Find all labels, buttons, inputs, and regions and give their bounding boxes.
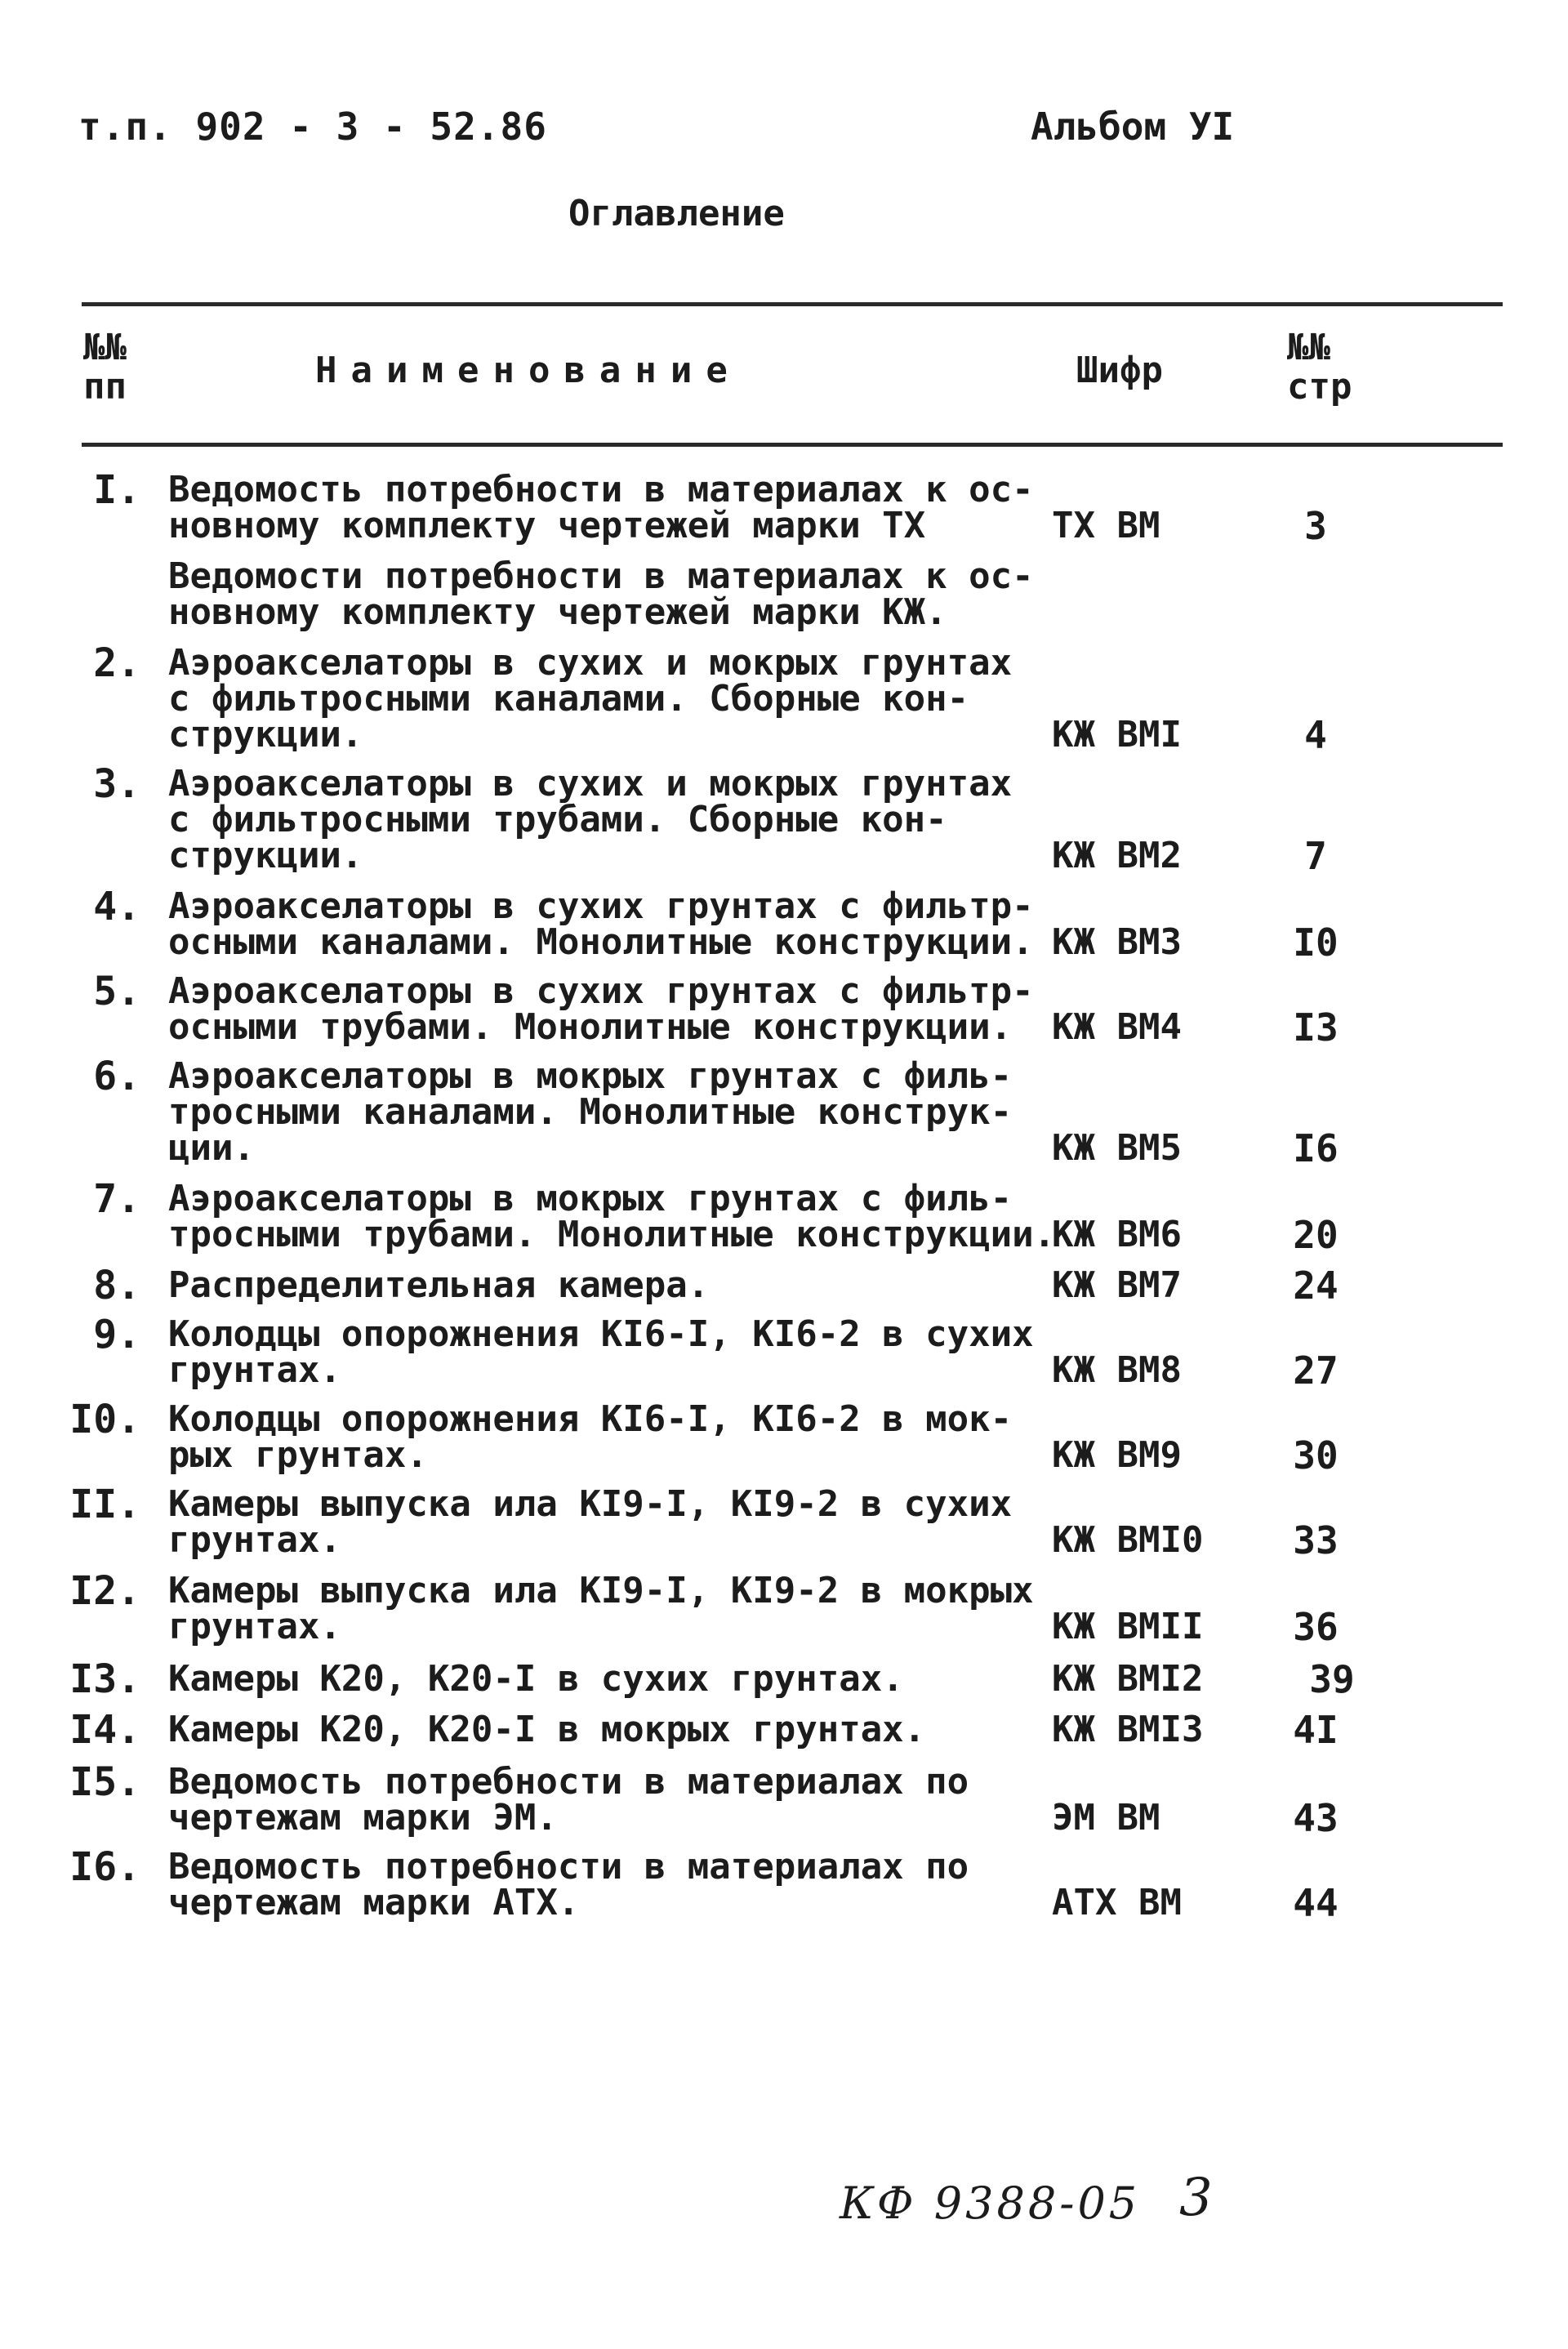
row-name: Ведомость потребности в материалах по чертежам марки АТХ. [168, 1846, 969, 1923]
row-name: Аэроакселаторы в сухих грунтах с фильтр- осными трубами. Монолитные конструкции. [168, 970, 1034, 1048]
row-code: КЖ ВМI [1052, 714, 1182, 756]
row-name: Колодцы опорожнения КI6-I, КI6-2 в мок- рых грунтах. [168, 1398, 1013, 1476]
row-name: Аэроакселаторы в мокрых грунтах с филь- тросными каналами. Монолитные конструк- ции. [168, 1055, 1013, 1169]
row-page: 4 [1304, 713, 1327, 757]
row-page: 3 [1304, 504, 1327, 548]
row-name: Аэроакселаторы в сухих и мокрых грунтах с фильтросными трубами. Сборные кон- струкции. [168, 763, 1013, 876]
row-number: 5. [93, 969, 140, 1014]
row-name: Аэроакселаторы в сухих и мокрых грунтах с фильтросными каналами. Сборные кон- струкции. [168, 642, 1013, 756]
row-code: ЭМ ВМ [1052, 1797, 1160, 1839]
row-code: КЖ ВМ6 [1052, 1214, 1182, 1255]
row-code: ТХ ВМ [1052, 505, 1160, 546]
footer-page-number: 3 [1179, 2168, 1213, 2228]
row-name: Аэроакселаторы в мокрых грунтах с филь- тросными трубами. Монолитные конструкции. [168, 1178, 1056, 1255]
row-number: I4. [69, 1707, 140, 1753]
row-number: I0. [69, 1397, 140, 1442]
row-code: КЖ ВМII [1052, 1606, 1204, 1647]
row-code: КЖ ВМ4 [1052, 1006, 1182, 1048]
row-name: Камеры выпуска ила КI9-I, КI9-2 в мокрых грунтах. [168, 1570, 1034, 1647]
row-page: I3 [1293, 1005, 1339, 1050]
row-page: I6 [1293, 1126, 1339, 1170]
page-title: Оглавление [568, 193, 785, 234]
row-name: Ведомость потребности в материалах по чертежам марки ЭМ. [168, 1761, 969, 1839]
row-name: Колодцы опорожнения КI6-I, КI6-2 в сухих грунтах. [168, 1313, 1034, 1391]
row-name: Камеры выпуска ила КI9-I, КI9-2 в сухих грунтах. [168, 1483, 1013, 1561]
row-page: 39 [1309, 1657, 1355, 1701]
row-name: Ведомость потребности в материалах к ос- новному комплекту чертежей марки ТХ [168, 469, 1034, 546]
row-number: 7. [93, 1176, 140, 1222]
row-number: I3. [69, 1656, 140, 1702]
row-number: 3. [93, 761, 140, 807]
row-name: Камеры К20, К20-I в сухих грунтах. [168, 1658, 904, 1700]
row-code: КЖ ВМ9 [1052, 1434, 1182, 1476]
doc-code: т.п. 902 - 3 - 52.86 [78, 105, 547, 149]
row-page: 27 [1293, 1348, 1339, 1393]
row-number: I6. [69, 1844, 140, 1890]
table-top-rule [82, 302, 1503, 306]
col-header-code: Шифр [1076, 350, 1163, 391]
row-code: КЖ ВМ2 [1052, 835, 1182, 876]
row-number: 6. [93, 1054, 140, 1099]
row-name: Камеры К20, К20-I в мокрых грунтах. [168, 1709, 926, 1750]
row-code: КЖ ВМ3 [1052, 921, 1182, 963]
row-number: 4. [93, 884, 140, 929]
row-number: I5. [69, 1759, 140, 1805]
row-page: 7 [1304, 834, 1327, 878]
row-page: 30 [1293, 1433, 1339, 1478]
row-name: Аэроакселаторы в сухих грунтах с фильтр- осными каналами. Монолитные конструкции. [168, 885, 1034, 963]
table-header-rule [82, 443, 1503, 447]
row-code: АТХ ВМ [1052, 1882, 1182, 1923]
row-code: КЖ ВМ5 [1052, 1127, 1182, 1169]
col-header-number: №№ пп [83, 327, 127, 408]
footer-code: КФ 9388-05 [840, 2177, 1141, 2229]
row-number: I. [93, 467, 140, 513]
row-name: Распределительная камера. [168, 1264, 710, 1306]
row-code: КЖ ВМ7 [1052, 1264, 1182, 1306]
row-page: 4I [1293, 1708, 1339, 1752]
row-page: 20 [1293, 1213, 1339, 1257]
row-page: I0 [1293, 920, 1339, 965]
row-code: КЖ ВМI2 [1052, 1658, 1204, 1700]
row-name: Ведомости потребности в материалах к ос- новному комплекту чертежей марки КЖ. [168, 555, 1034, 633]
row-number: II. [69, 1482, 140, 1527]
row-number: 9. [93, 1312, 140, 1357]
col-header-page: №№ стр [1287, 327, 1352, 408]
row-page: 33 [1293, 1518, 1339, 1562]
row-code: КЖ ВМI3 [1052, 1709, 1204, 1750]
row-page: 24 [1293, 1264, 1339, 1308]
row-code: КЖ ВМ8 [1052, 1349, 1182, 1391]
col-header-name: Наименование [315, 350, 742, 391]
album-label: Альбом УI [1031, 105, 1235, 149]
row-number: 8. [93, 1263, 140, 1308]
row-number: 2. [93, 640, 140, 686]
row-number: I2. [69, 1568, 140, 1614]
row-page: 36 [1293, 1605, 1339, 1649]
row-page: 43 [1293, 1796, 1339, 1840]
row-page: 44 [1293, 1881, 1339, 1925]
row-code: КЖ ВМI0 [1052, 1519, 1204, 1561]
